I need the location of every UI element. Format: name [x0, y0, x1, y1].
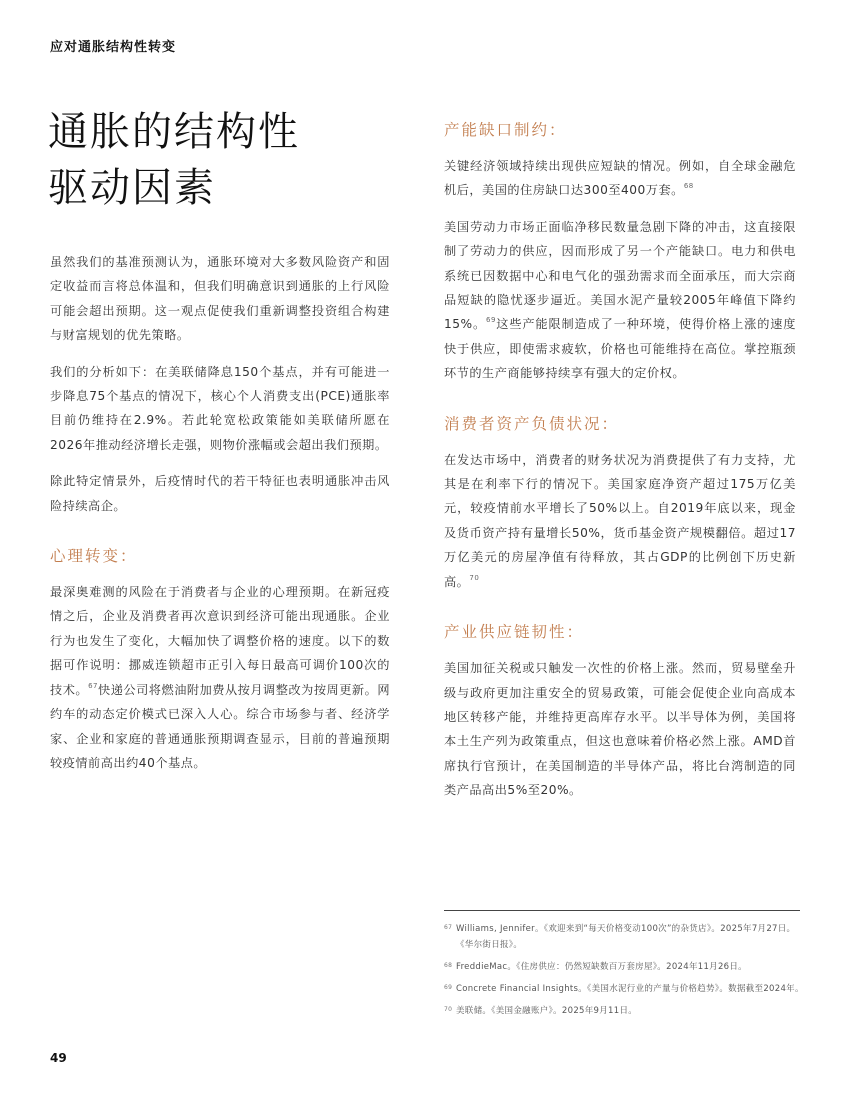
psychology-text-part-2: 快递公司将燃油附加费从按月调整改为按周更新。网约车的动态定价模式已深入人心。综合市场参与者、经济学家、企业和家庭的普通通胀预期调查显示，目前的普遍预期较疫情前高出约40个基点。	[50, 682, 391, 770]
footnote-item	[444, 959, 804, 975]
left-column	[50, 250, 390, 787]
section-heading-psychology: 心理转变：	[50, 547, 138, 566]
page-title	[48, 104, 300, 216]
footnote-text: 美联储。《美国金融账户》。2025年9月11日。	[456, 1006, 638, 1016]
section-heading-capacity: 产能缺口制约：	[444, 121, 567, 139]
section-heading-consumer: 消费者资产负债状况：	[444, 414, 620, 433]
page-title-line-1: 通胀的结构性	[48, 109, 300, 155]
psychology-paragraph	[50, 580, 390, 775]
footnote-number: 67	[444, 924, 453, 931]
footnote-number: 68	[444, 962, 453, 969]
consumer-paragraph	[444, 448, 796, 594]
footnote-divider	[444, 910, 800, 911]
footnote-text: FreddieMac。《住房供应：仍然短缺数百万套房屋》。2024年11月26日。	[456, 962, 747, 972]
page-title-line-2: 驱动因素	[48, 165, 216, 211]
capacity-text-1: 关键经济领域持续出现供应短缺的情况。例如，自全球金融危机后，美国的住房缺口达300至400万套。	[444, 159, 796, 198]
footnote-ref-68[interactable]: 68	[683, 182, 694, 191]
footnote-number: 69	[444, 984, 453, 991]
footnote-ref-69[interactable]: 69	[486, 316, 496, 325]
section-heading-supply-chain: 产业供应链韧性：	[444, 623, 585, 642]
footnote-number: 70	[444, 1006, 453, 1013]
supply-chain-paragraph: 美国加征关税或只触发一次性的价格上涨。然而，贸易壁垒升级与政府更加注重安全的贸易政策，可能会促使企业向高成本地区转移产能，并维持更高库存水平。以半导体为例，美国将本土生产列为政策重点，但这也意味着价格必然上涨。AMD首席执行官预计，在美国制造的半导体产品，将比台湾制造的同类产品高出5%至20%。	[444, 661, 796, 798]
footnote-item	[444, 921, 804, 953]
capacity-text-2b: 这些产能限制造成了一种环境，使得价格上涨的速度快于供应，即使需求疲软，价格也可能维持在高位。掌控瓶颈环节的生产商能够持续享有强大的定价权。	[444, 317, 796, 381]
consumer-text: 在发达市场中，消费者的财务状况为消费提供了有力支持，尤其是在利率下行的情况下。美国家庭净资产超过175万亿美元，较疫情前水平增长了50%以上。自2019年底以来，现金及货币资产持有量增长50%，货币基金资产规模翻倍。超过17万亿美元的房屋净值有待释放，其占GDP的比例创下历史新高。	[444, 452, 796, 589]
psychology-text-part-1: 最深奥难测的风险在于消费者与企业的心理预期。在新冠疫情之后，企业及消费者再次意识到经济可能出现通胀。企业行为也发生了变化，大幅加快了调整价格的速度。以下的数据可作说明：挪威连锁超市正引入每日最高可调价100次的技术。	[50, 585, 390, 697]
analysis-paragraph: 我们的分析如下：在美联储降息150个基点，并有可能进一步降息75个基点的情况下，核心个人消费支出(PCE)通胀率目前仍维持在2.9%。若此轮宽松政策能如美联储所愿在2026年推动经济增长走强，则物价涨幅或会超出我们预期。	[50, 364, 390, 452]
intro-paragraph: 虽然我们的基准预测认为，通胀环境对大多数风险资产和固定收益而言将总体温和，但我们明确意识到通胀的上行风险可能会超出预期。这一观点促使我们重新调整投资组合构建与财富规划的优先策略。	[50, 255, 390, 343]
footnote-item	[444, 981, 804, 997]
footnote-item	[444, 1003, 804, 1019]
footnote-ref-67[interactable]: 67	[88, 681, 99, 690]
footnote-text: Concrete Financial Insights。《美国水泥行业的产量与价格趋势》。数据截至2024年。	[456, 984, 804, 994]
post-pandemic-paragraph: 除此特定情景外，后疫情时代的若干特征也表明通胀冲击风险持续高企。	[50, 474, 390, 513]
footnote-ref-70[interactable]: 70	[469, 573, 480, 582]
page-number: 49	[50, 1051, 67, 1065]
footnotes	[444, 921, 804, 1025]
capacity-paragraph-1	[444, 154, 796, 203]
running-header: 应对通胀结构性转变	[50, 40, 177, 55]
right-column	[444, 118, 796, 815]
capacity-text-2a: 美国劳动力市场正面临净移民数量急剧下降的冲击，这直接限制了劳动力的供应，因而形成了另一个产能缺口。电力和供电系统已因数据中心和电气化的强劲需求而全面承压，而大宗商品短缺的隐忧逐步逼近。美国水泥产量较2005年峰值下降约15%。	[444, 219, 796, 332]
capacity-paragraph-2	[444, 215, 796, 386]
footnote-text: Williams, Jennifer。《欢迎来到“每天价格变动100次”的杂货店》。2025年7月27日。《华尔街日报》。	[456, 924, 796, 950]
